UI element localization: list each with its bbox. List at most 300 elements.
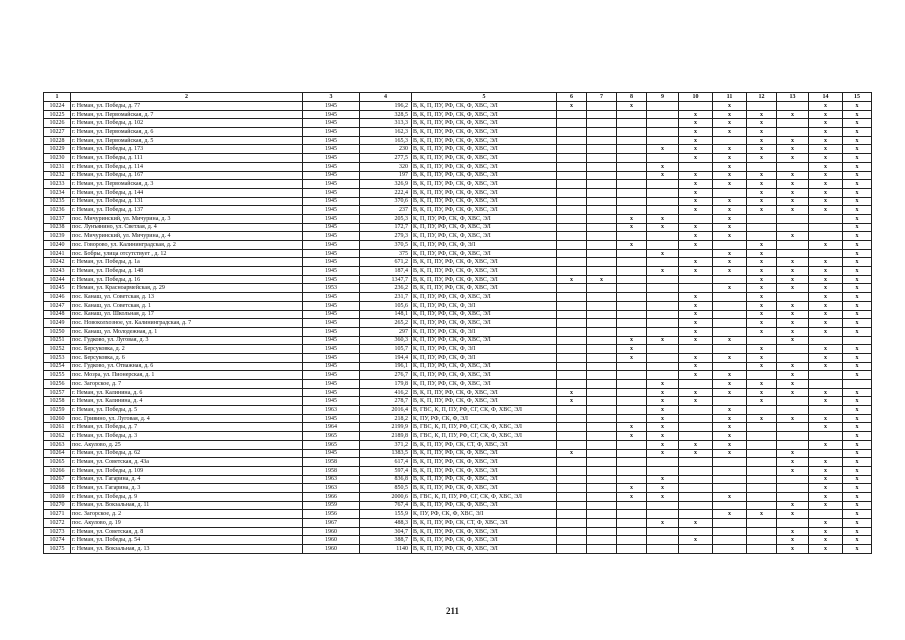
column-header-14: 14 — [809, 93, 843, 102]
mark-cell-col-8 — [617, 145, 647, 154]
mark-cell-col-9 — [647, 371, 679, 380]
mark-cell-col-15: x — [843, 293, 872, 302]
mark-cell-col-14: x — [809, 362, 843, 371]
address-cell: пос. Берсуковка, д. 6 — [71, 353, 303, 362]
amenities-cell: В, К, П, ПУ, РФ, СК, Ф, ХВС, ЭЛ — [412, 206, 557, 215]
amenities-cell: В, К, П, ПУ, РФ, СК, Ф, ХВС, ЭЛ — [412, 102, 557, 111]
mark-cell-col-13 — [777, 423, 809, 432]
mark-cell-col-8 — [617, 188, 647, 197]
mark-cell-col-10: x — [679, 310, 713, 319]
mark-cell-col-10 — [679, 492, 713, 501]
amenities-cell: В, К, П, ПУ, РФ, СК, Ф, ХВС, ЭЛ — [412, 449, 557, 458]
mark-cell-col-9: x — [647, 406, 679, 415]
table-row — [44, 466, 872, 475]
year-cell: 1960 — [303, 545, 360, 554]
mark-cell-col-13 — [777, 293, 809, 302]
year-cell: 1958 — [303, 458, 360, 467]
amenities-cell: К, ПУ, РФ, СК, Ф, ЭЛ — [412, 414, 557, 423]
area-cell: 218,2 — [360, 414, 412, 423]
mark-cell-col-8 — [617, 319, 647, 328]
area-cell: 230 — [360, 145, 412, 154]
mark-cell-col-12: x — [747, 258, 777, 267]
mark-cell-col-15: x — [843, 492, 872, 501]
amenities-cell: В, К, П, ПУ, РФ, СК, Ф, ХВС, ЭЛ — [412, 128, 557, 137]
address-cell: пос. Говорово, ул. Калининградская, д. 2 — [71, 241, 303, 250]
mark-cell-col-6 — [557, 258, 587, 267]
mark-cell-col-14: x — [809, 197, 843, 206]
mark-cell-col-11 — [713, 536, 747, 545]
record-id-cell: 10234 — [44, 188, 71, 197]
area-cell: 105,6 — [360, 301, 412, 310]
amenities-cell: В, К, П, ПУ, РФ, СК, Ф, ХВС, ЭЛ — [412, 527, 557, 536]
address-cell: г. Неман, ул. Победы, д. 131 — [71, 197, 303, 206]
mark-cell-col-13 — [777, 519, 809, 528]
mark-cell-col-6 — [557, 241, 587, 250]
table-row — [44, 423, 872, 432]
mark-cell-col-11: x — [713, 206, 747, 215]
mark-cell-col-10 — [679, 458, 713, 467]
mark-cell-col-11: x — [713, 110, 747, 119]
mark-cell-col-8 — [617, 162, 647, 171]
mark-cell-col-6: x — [557, 102, 587, 111]
mark-cell-col-6 — [557, 197, 587, 206]
mark-cell-col-13: x — [777, 466, 809, 475]
column-header-4: 4 — [360, 93, 412, 102]
mark-cell-col-7 — [587, 380, 617, 389]
mark-cell-col-7 — [587, 180, 617, 189]
area-cell: 370,6 — [360, 197, 412, 206]
mark-cell-col-6 — [557, 128, 587, 137]
mark-cell-col-9 — [647, 136, 679, 145]
mark-cell-col-9 — [647, 501, 679, 510]
mark-cell-col-14: x — [809, 501, 843, 510]
mark-cell-col-9 — [647, 345, 679, 354]
mark-cell-col-11: x — [713, 249, 747, 258]
record-id-cell: 10228 — [44, 136, 71, 145]
mark-cell-col-6 — [557, 527, 587, 536]
amenities-cell: В, К, П, ПУ, РФ, СК, Ф, ХВС, ЭЛ — [412, 275, 557, 284]
mark-cell-col-15: x — [843, 449, 872, 458]
mark-cell-col-12: x — [747, 327, 777, 336]
mark-cell-col-15: x — [843, 501, 872, 510]
mark-cell-col-15: x — [843, 371, 872, 380]
mark-cell-col-12 — [747, 162, 777, 171]
mark-cell-col-6 — [557, 214, 587, 223]
mark-cell-col-14 — [809, 432, 843, 441]
table-row — [44, 345, 872, 354]
year-cell: 1945 — [303, 310, 360, 319]
mark-cell-col-8: x — [617, 423, 647, 432]
area-cell: 196,2 — [360, 102, 412, 111]
mark-cell-col-10: x — [679, 327, 713, 336]
mark-cell-col-11 — [713, 241, 747, 250]
record-id-cell: 10246 — [44, 293, 71, 302]
address-cell: г. Неман, ул. Победы, д. 3 — [71, 432, 303, 441]
mark-cell-col-13 — [777, 406, 809, 415]
address-cell: г. Неман, ул. Первомайская, д. 7 — [71, 110, 303, 119]
year-cell: 1945 — [303, 414, 360, 423]
year-cell: 1945 — [303, 241, 360, 250]
mark-cell-col-7 — [587, 449, 617, 458]
mark-cell-col-12 — [747, 492, 777, 501]
mark-cell-col-8 — [617, 362, 647, 371]
address-cell: г. Неман, ул. Победы, д. 54 — [71, 536, 303, 545]
mark-cell-col-9 — [647, 206, 679, 215]
mark-cell-col-9: x — [647, 162, 679, 171]
address-cell: пос. Акулово, д. 19 — [71, 519, 303, 528]
address-cell: г. Неман, ул. Победы, д. 77 — [71, 102, 303, 111]
mark-cell-col-10: x — [679, 206, 713, 215]
amenities-cell: К, П, ПУ, РФ, СК, Ф, ХВС, ЭЛ — [412, 362, 557, 371]
area-cell: 165,3 — [360, 136, 412, 145]
area-cell: 194,4 — [360, 353, 412, 362]
mark-cell-col-11: x — [713, 492, 747, 501]
year-cell: 1945 — [303, 336, 360, 345]
mark-cell-col-14 — [809, 510, 843, 519]
table-row — [44, 136, 872, 145]
mark-cell-col-14: x — [809, 258, 843, 267]
housing-register-table — [43, 92, 872, 554]
mark-cell-col-7 — [587, 519, 617, 528]
mark-cell-col-8 — [617, 397, 647, 406]
record-id-cell: 10239 — [44, 232, 71, 241]
mark-cell-col-11: x — [713, 162, 747, 171]
mark-cell-col-14: x — [809, 327, 843, 336]
table-row — [44, 545, 872, 554]
year-cell: 1966 — [303, 492, 360, 501]
address-cell: г. Неман, ул. Победы, д. 111 — [71, 154, 303, 163]
mark-cell-col-6 — [557, 406, 587, 415]
mark-cell-col-15: x — [843, 362, 872, 371]
mark-cell-col-15: x — [843, 258, 872, 267]
mark-cell-col-8 — [617, 249, 647, 258]
mark-cell-col-7 — [587, 397, 617, 406]
mark-cell-col-8: x — [617, 492, 647, 501]
record-id-cell: 10270 — [44, 501, 71, 510]
mark-cell-col-7 — [587, 475, 617, 484]
address-cell: г. Неман, ул. Победы, д. 144 — [71, 188, 303, 197]
mark-cell-col-7: x — [587, 275, 617, 284]
mark-cell-col-8 — [617, 267, 647, 276]
mark-cell-col-14: x — [809, 353, 843, 362]
mark-cell-col-8 — [617, 275, 647, 284]
page-number: 211 — [445, 606, 459, 616]
mark-cell-col-7 — [587, 241, 617, 250]
mark-cell-col-14: x — [809, 102, 843, 111]
mark-cell-col-7 — [587, 353, 617, 362]
mark-cell-col-8: x — [617, 345, 647, 354]
amenities-cell: В, К, П, ПУ, РФ, СК, Ф, ХВС, ЭЛ — [412, 110, 557, 119]
record-id-cell: 10243 — [44, 267, 71, 276]
mark-cell-col-14: x — [809, 484, 843, 493]
mark-cell-col-6 — [557, 223, 587, 232]
mark-cell-col-7 — [587, 406, 617, 415]
address-cell: г. Неман, ул. Первомайская, д. 6 — [71, 128, 303, 137]
area-cell: 850,5 — [360, 484, 412, 493]
address-cell: пос. Гудково, ул. Луговая, д. 3 — [71, 336, 303, 345]
mark-cell-col-10: x — [679, 336, 713, 345]
address-cell: г. Неман, ул. Первомайская, д. 5 — [71, 136, 303, 145]
mark-cell-col-7 — [587, 258, 617, 267]
mark-cell-col-13 — [777, 353, 809, 362]
area-cell: 2016,4 — [360, 406, 412, 415]
mark-cell-col-14 — [809, 449, 843, 458]
amenities-cell: В, К, П, ПУ, РФ, СК, Ф, ХВС, ЭЛ — [412, 136, 557, 145]
mark-cell-col-11: x — [713, 406, 747, 415]
record-id-cell: 10266 — [44, 466, 71, 475]
mark-cell-col-11: x — [713, 258, 747, 267]
amenities-cell: В, ГВС, К, П, ПУ, РФ, СГ, СК, Ф, ХВС, ЭЛ — [412, 423, 557, 432]
mark-cell-col-12 — [747, 501, 777, 510]
column-header-6: 6 — [557, 93, 587, 102]
mark-cell-col-7 — [587, 336, 617, 345]
mark-cell-col-6: x — [557, 275, 587, 284]
mark-cell-col-7 — [587, 188, 617, 197]
mark-cell-col-9 — [647, 284, 679, 293]
amenities-cell: К, П, ПУ, РФ, СК, Ф, ХВС, ЭЛ — [412, 223, 557, 232]
mark-cell-col-12: x — [747, 180, 777, 189]
mark-cell-col-12: x — [747, 110, 777, 119]
mark-cell-col-14: x — [809, 388, 843, 397]
amenities-cell: В, К, П, ПУ, РФ, СК, Ф, ХВС, ЭЛ — [412, 284, 557, 293]
mark-cell-col-12: x — [747, 275, 777, 284]
mark-cell-col-9 — [647, 362, 679, 371]
mark-cell-col-8 — [617, 206, 647, 215]
mark-cell-col-14: x — [809, 301, 843, 310]
mark-cell-col-11 — [713, 466, 747, 475]
column-header-13: 13 — [777, 93, 809, 102]
amenities-cell: В, К, П, ПУ, РФ, СК, Ф, ХВС, ЭЛ — [412, 145, 557, 154]
year-cell: 1945 — [303, 214, 360, 223]
mark-cell-col-10: x — [679, 397, 713, 406]
mark-cell-col-13 — [777, 492, 809, 501]
mark-cell-col-10 — [679, 484, 713, 493]
record-id-cell: 10260 — [44, 414, 71, 423]
mark-cell-col-9: x — [647, 423, 679, 432]
mark-cell-col-9 — [647, 154, 679, 163]
mark-cell-col-15: x — [843, 223, 872, 232]
mark-cell-col-13: x — [777, 527, 809, 536]
mark-cell-col-8 — [617, 501, 647, 510]
area-cell: 1140 — [360, 545, 412, 554]
year-cell: 1964 — [303, 423, 360, 432]
area-cell: 236,2 — [360, 284, 412, 293]
mark-cell-col-10: x — [679, 188, 713, 197]
mark-cell-col-11: x — [713, 353, 747, 362]
table-row — [44, 154, 872, 163]
mark-cell-col-13: x — [777, 310, 809, 319]
record-id-cell: 10238 — [44, 223, 71, 232]
mark-cell-col-15: x — [843, 119, 872, 128]
mark-cell-col-11: x — [713, 128, 747, 137]
mark-cell-col-11 — [713, 519, 747, 528]
year-cell: 1945 — [303, 388, 360, 397]
mark-cell-col-10 — [679, 423, 713, 432]
mark-cell-col-10: x — [679, 536, 713, 545]
record-id-cell: 10247 — [44, 301, 71, 310]
mark-cell-col-11: x — [713, 388, 747, 397]
mark-cell-col-12: x — [747, 380, 777, 389]
address-cell: пос. Лунъянино, ул. Светлая, д. 4 — [71, 223, 303, 232]
area-cell: 205,3 — [360, 214, 412, 223]
year-cell: 1965 — [303, 440, 360, 449]
mark-cell-col-11: x — [713, 414, 747, 423]
mark-cell-col-12 — [747, 371, 777, 380]
mark-cell-col-13: x — [777, 110, 809, 119]
mark-cell-col-15: x — [843, 188, 872, 197]
mark-cell-col-14: x — [809, 466, 843, 475]
year-cell: 1945 — [303, 380, 360, 389]
mark-cell-col-13: x — [777, 284, 809, 293]
mark-cell-col-6: x — [557, 397, 587, 406]
mark-cell-col-13: x — [777, 197, 809, 206]
mark-cell-col-14: x — [809, 475, 843, 484]
year-cell: 1945 — [303, 362, 360, 371]
address-cell: г. Неман, ул. Победы, д. 167 — [71, 171, 303, 180]
mark-cell-col-13: x — [777, 188, 809, 197]
mark-cell-col-14: x — [809, 536, 843, 545]
record-id-cell: 10224 — [44, 102, 71, 111]
mark-cell-col-7 — [587, 128, 617, 137]
amenities-cell: К, П, ПУ, РФ, СК, Ф, ХВС, ЭЛ — [412, 319, 557, 328]
mark-cell-col-7 — [587, 388, 617, 397]
mark-cell-col-9 — [647, 301, 679, 310]
amenities-cell: К, П, ПУ, РФ, СК, Ф, ЭЛ — [412, 241, 557, 250]
mark-cell-col-12 — [747, 527, 777, 536]
record-id-cell: 10225 — [44, 110, 71, 119]
mark-cell-col-14: x — [809, 310, 843, 319]
table-row — [44, 162, 872, 171]
mark-cell-col-12: x — [747, 310, 777, 319]
mark-cell-col-7 — [587, 310, 617, 319]
mark-cell-col-6 — [557, 162, 587, 171]
mark-cell-col-6 — [557, 267, 587, 276]
area-cell: 2189,8 — [360, 432, 412, 441]
year-cell: 1945 — [303, 249, 360, 258]
table-row — [44, 284, 872, 293]
mark-cell-col-11 — [713, 458, 747, 467]
table-row — [44, 527, 872, 536]
record-id-cell: 10245 — [44, 284, 71, 293]
area-cell: 278,7 — [360, 397, 412, 406]
table-row — [44, 380, 872, 389]
mark-cell-col-6 — [557, 154, 587, 163]
mark-cell-col-11 — [713, 397, 747, 406]
mark-cell-col-8 — [617, 545, 647, 554]
mark-cell-col-8 — [617, 154, 647, 163]
mark-cell-col-15: x — [843, 484, 872, 493]
mark-cell-col-9 — [647, 180, 679, 189]
mark-cell-col-11: x — [713, 449, 747, 458]
area-cell: 371,2 — [360, 440, 412, 449]
mark-cell-col-13 — [777, 397, 809, 406]
mark-cell-col-13 — [777, 475, 809, 484]
mark-cell-col-8: x — [617, 223, 647, 232]
year-cell: 1960 — [303, 527, 360, 536]
table-row — [44, 327, 872, 336]
mark-cell-col-7 — [587, 371, 617, 380]
mark-cell-col-15: x — [843, 458, 872, 467]
mark-cell-col-15: x — [843, 327, 872, 336]
column-header-3: 3 — [303, 93, 360, 102]
area-cell: 197 — [360, 171, 412, 180]
mark-cell-col-14: x — [809, 110, 843, 119]
address-cell: г. Неман, ул. Победы, д. 16 — [71, 275, 303, 284]
mark-cell-col-6 — [557, 171, 587, 180]
mark-cell-col-12: x — [747, 397, 777, 406]
mark-cell-col-9: x — [647, 475, 679, 484]
mark-cell-col-13 — [777, 214, 809, 223]
table-row — [44, 536, 872, 545]
mark-cell-col-11: x — [713, 119, 747, 128]
record-id-cell: 10257 — [44, 388, 71, 397]
mark-cell-col-10: x — [679, 267, 713, 276]
mark-cell-col-14 — [809, 371, 843, 380]
year-cell: 1945 — [303, 258, 360, 267]
mark-cell-col-14: x — [809, 206, 843, 215]
mark-cell-col-9: x — [647, 267, 679, 276]
mark-cell-col-11: x — [713, 223, 747, 232]
mark-cell-col-14: x — [809, 319, 843, 328]
mark-cell-col-6 — [557, 458, 587, 467]
area-cell: 320 — [360, 162, 412, 171]
address-cell: г. Неман, ул. Победы, д. 7 — [71, 423, 303, 432]
mark-cell-col-12 — [747, 214, 777, 223]
mark-cell-col-15: x — [843, 206, 872, 215]
mark-cell-col-15: x — [843, 241, 872, 250]
mark-cell-col-7 — [587, 223, 617, 232]
table-row — [44, 353, 872, 362]
year-cell: 1945 — [303, 293, 360, 302]
year-cell: 1945 — [303, 223, 360, 232]
mark-cell-col-8 — [617, 310, 647, 319]
amenities-cell: В, К, П, ПУ, РФ, СК, Ф, ХВС, ЭЛ — [412, 197, 557, 206]
mark-cell-col-12: x — [747, 284, 777, 293]
mark-cell-col-8 — [617, 527, 647, 536]
mark-cell-col-13 — [777, 440, 809, 449]
area-cell: 231,7 — [360, 293, 412, 302]
area-cell: 304,7 — [360, 527, 412, 536]
amenities-cell: В, К, П, ПУ, РФ, СК, Ф, ХВС, ЭЛ — [412, 475, 557, 484]
mark-cell-col-13: x — [777, 206, 809, 215]
mark-cell-col-7 — [587, 362, 617, 371]
column-header-1: 1 — [44, 93, 71, 102]
mark-cell-col-7 — [587, 119, 617, 128]
area-cell: 836,8 — [360, 475, 412, 484]
area-cell: 597,4 — [360, 466, 412, 475]
mark-cell-col-14 — [809, 380, 843, 389]
area-cell: 279,3 — [360, 232, 412, 241]
mark-cell-col-11 — [713, 345, 747, 354]
year-cell: 1945 — [303, 197, 360, 206]
amenities-cell: В, К, П, ПУ, РФ, СК, Ф, ХВС, ЭЛ — [412, 171, 557, 180]
mark-cell-col-9: x — [647, 492, 679, 501]
mark-cell-col-12: x — [747, 188, 777, 197]
mark-cell-col-13: x — [777, 458, 809, 467]
record-id-cell: 10255 — [44, 371, 71, 380]
address-cell: пос. Новоколхозное, ул. Калининградская, д. 7 — [71, 319, 303, 328]
year-cell: 1945 — [303, 371, 360, 380]
area-cell: 328,5 — [360, 110, 412, 119]
table-row — [44, 223, 872, 232]
mark-cell-col-10: x — [679, 258, 713, 267]
mark-cell-col-8 — [617, 371, 647, 380]
address-cell: пос. Канаш, ул. Школьная, д. 17 — [71, 310, 303, 319]
mark-cell-col-11: x — [713, 510, 747, 519]
column-header-15: 15 — [843, 93, 872, 102]
table-row — [44, 197, 872, 206]
column-header-10: 10 — [679, 93, 713, 102]
